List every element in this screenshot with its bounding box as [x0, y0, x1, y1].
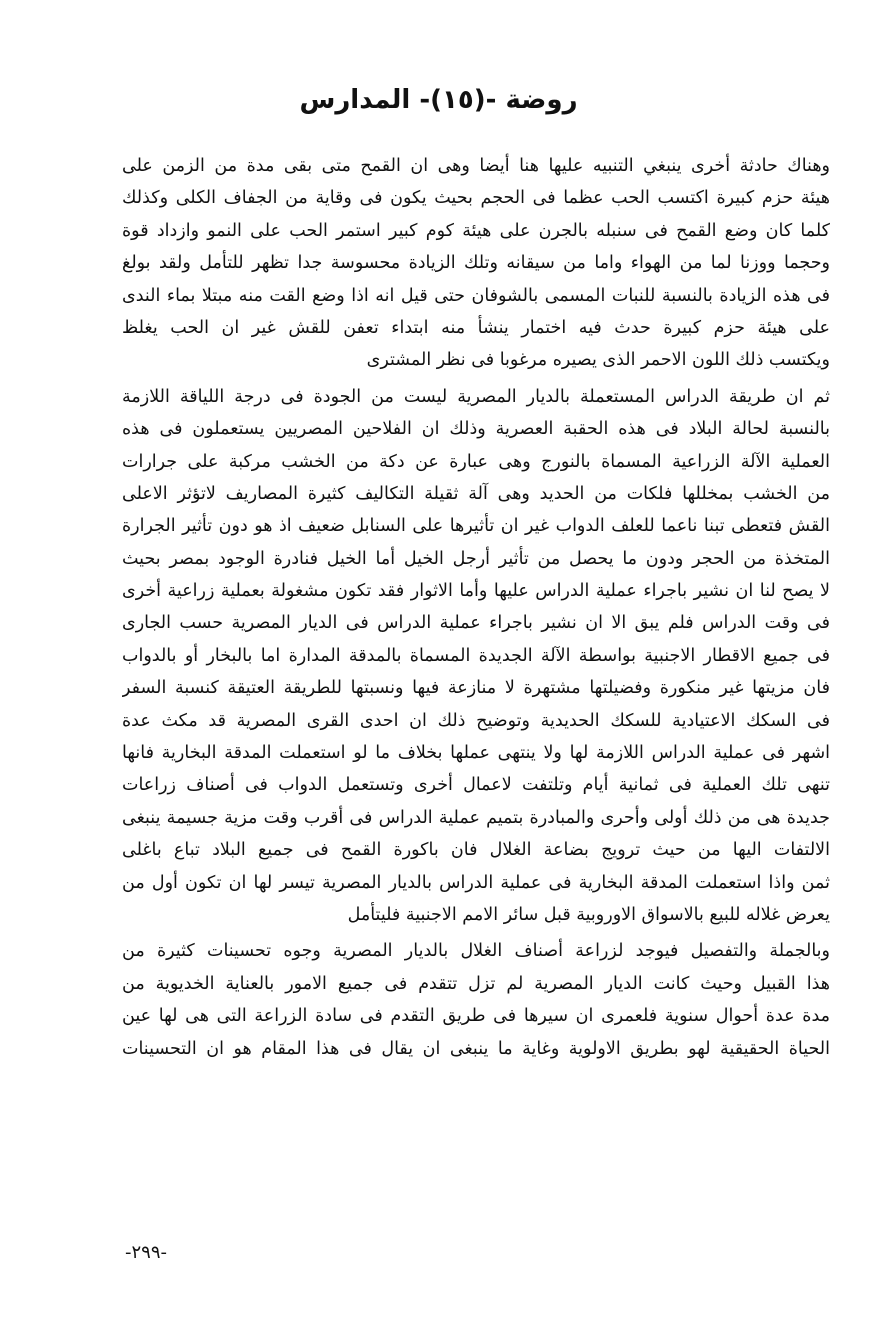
text-line: هيئة حزم كبيرة اكتسب الحب عظما فى الحجم بحيث يكون فى وقاية من الجفاف الكلى وكذلك [122, 188, 830, 209]
text-line: فى وقت الدراس فلم يبق الا ان نشير باجراء عملية الدراس فى الديار المصرية حسب الجارى [122, 613, 830, 634]
text-line: العملية الآلة الزراعية المسماة بالنورج وهى عبارة عن دكة من الخشب مركبة على جرارات [122, 451, 830, 472]
text-line: جديدة هى من ذلك أولى وأحرى والمبادرة بتميم عملية الدراس فى أقرب وقت مزية جسيمة ينبغى [122, 807, 830, 828]
body-text [122, 150, 830, 1065]
text-line: فى هذه الزيادة بالنسبة للنبات المسمى بالشوفان حتى قيل انه اذا وضع القت منه مبتلا بماء الندى [122, 285, 830, 306]
text-line: وهناك حادثة أخرى ينبغي التنبيه عليها هنا أيضا وهى ان القمح متى بقى مدة من الزمن على [122, 156, 830, 176]
text-line: وحجما ووزنا لما من الهواء واما من سيقانه وتلك الزيادة محسوسة جدا تظهر للتأمل ولقد بولغ [122, 253, 830, 274]
text-line: بالنسبة لحالة البلاد فى هذه الحقبة العصرية وذلك ان الفلاحين المصريين يستعملون فى هذه [122, 419, 830, 440]
text-line: فى السكك الاعتيادية للسكك الحديدية وتوضيح ذلك ان احدى القرى المصرية قد مكث عدة [122, 710, 830, 731]
text-line: وبالجملة والتفصيل فيوجد لزراعة أصناف الغلال بالديار المصرية وجوه تحسينات كثيرة من [122, 941, 830, 962]
text-line: كلما كان وضع القمح فى سنبله بالجرن على هيئة كوم كبير استمر الحب على النمو وازداد قوة [122, 220, 830, 241]
text-line: من الخشب بمخللها فلكات من الحديد وهى آلة ثقيلة التكاليف كثيرة المصاريف لاتؤثر الاعلى [122, 483, 830, 504]
text-line: لا يصح لنا ان نشير باجراء عملية الدراس عليها وأما الاثوار فقد تكون مشغولة بعملية زراعية أخرى [122, 581, 830, 602]
text-line: تنهى تلك العملية فى ثمانية أيام وتلتفت لاعمال أخرى وتستعمل الدواب فى أصناف زراعات [122, 775, 830, 796]
text-line: على هيئة حزم كبيرة حدث فيه اختمار ينشأ منه ابتداء تعفن للقش غير ان الحب يغلظ [122, 317, 830, 338]
text-line: القش فتعطى تبنا ناعما للعلف الدواب غير ان تأثيرها على السنابل ضعيف اذ هو دون تأثير الجرارة [122, 516, 830, 537]
page-header-title: روضة -(١٥)- المدارس [299, 85, 578, 115]
text-line: هذا القبيل وحيث كانت الديار المصرية لم تزل تتقدم فى جميع الامور بالعناية الخديوية من [122, 973, 830, 994]
text-line: الحياة الحقيقية لهو بطريق الاولوية وغاية ما ينبغى ان يقال فى هذا المقام هو ان التحسينات [122, 1038, 830, 1059]
text-line: مدة عدة أحوال سنوية فلعمرى ان سيرها فى طريق التقدم فى سادة الزراعة التى هى لها عين [122, 1006, 830, 1027]
text-line: فان مزيتها غير منكورة وفضيلتها مشتهرة لا منازعة فيها ونسبتها للطريقة العتيقة كنسبة السفر [122, 678, 830, 699]
text-line: الالتفات اليها من حيث ترويج بضاعة الغلال فان باكورة القمح فى جميع البلاد تباع باغلى [122, 840, 830, 861]
text-line: ويكتسب ذلك اللون الاحمر الذى يصيره مرغوبا فى نظر المشترى [366, 350, 830, 371]
page-number: -٢٩٩- [125, 1242, 168, 1263]
paragraph [122, 381, 830, 932]
paragraph [122, 150, 830, 377]
text-line: يعرض غلاله للبيع بالاسواق الاوروبية قبل سائر الامم الاجنبية فليتأمل [347, 904, 830, 925]
text-line: ثمن واذا استعملت المدقة البخارية فى عملية الدراس بالديار المصرية تيسر لها ان تكون أول من [122, 872, 830, 893]
paragraph [122, 935, 830, 1065]
text-line: المتخذة من الحجر ودون ما يحصل من تأثير أرجل الخيل أما الخيل فنادرة الوجود بمصر بحيث [122, 548, 830, 569]
text-line: اشهر فى عملية الدراس اللازمة لها ولا ينتهى عملها بخلاف ما لو استعملت المدقة البخارية فانها [122, 743, 830, 764]
text-line: فى جميع الاقطار الاجنبية بواسطة الآلة الجديدة المسماة بالمدقة المدارة اما بالبخار أو بالدواب [122, 645, 830, 666]
text-line: ثم ان طريقة الدراس المستعملة بالديار المصرية ليست من الجودة فى درجة اللياقة اللازمة [122, 386, 830, 407]
